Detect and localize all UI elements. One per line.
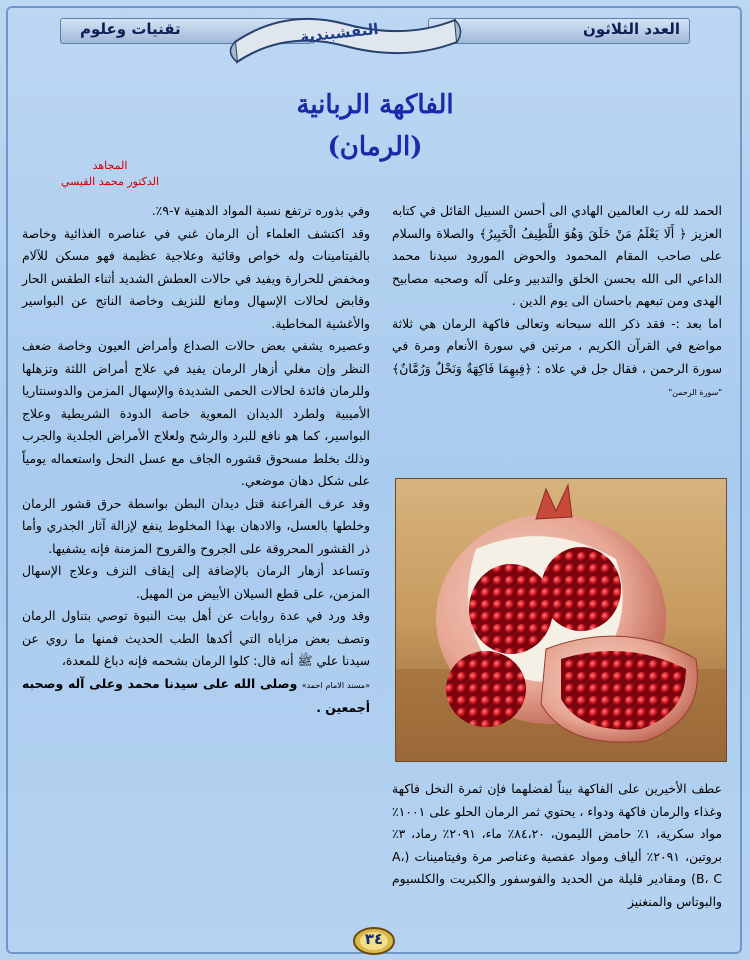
page-number: ٣٤: [364, 930, 384, 948]
article-subtitle: (الرمان): [327, 132, 423, 162]
paragraph-5: وتساعد أزهار الرمان بالإضافة إلى إيقاف النزف وعلاج الإسهال المزمن، على قطع السيلان الأبيض من المهبل.: [22, 563, 370, 601]
magazine-name: النقشبندية: [299, 19, 380, 47]
paragraph-2: وقد اكتشف العلماء أن الرمان غني في عناصره الغذائية وخاصة بالفيتامينات وله خواص وقائية وعلاجية عظيمة فهو مسكن للآلام ومخفض للحرارة ويفيد في حالات العطش الشديد أثناء الطقس الحار وقابض لحالات الإسهال ومانع للنزيف وخاصة الناتج عن البواسير والأغشية المخاطية.: [22, 225, 370, 331]
article-title: الفاكهة الربانية: [296, 90, 454, 120]
right-column-top: [392, 200, 722, 405]
section-label: تقنيات وعلوم: [80, 20, 181, 38]
paragraph-3: وعصيره يشفي بعض حالات الصداع وأمراض العيون وخاصة ضعف النظر وإن مغلي أزهار الرمان يفيد في علاج أمراض اللثة وتزهلها وللرمان فائدة لحالات الحمى الشديدة والإسهال المزمن والدوسنتاريا الأميبية ولطرد الديدان المعوية خاصة الدودة الشريطية وعلاج البواسير، كما هو نافع للبرد والرشح ولعلاج الأمراض الجلدية والجرب وذلك بخلط مسحوق قشوره الجاف مع عسل النحل واستعماله يومياً على شكل دهان موضعي.: [22, 338, 370, 488]
author-prefix: المجاهد: [92, 159, 128, 172]
paragraph-1: وفي بذوره ترتفع نسبة المواد الدهنية ٧-٩٪.: [151, 203, 370, 218]
paragraph-4: وقد عرف الفراعنة قتل ديدان البطن بواسطة حرق قشور الرمان وخلطها بالعسل، والادهان بهذا المخلوط ينفع لإزالة آثار الجدري وأما ذر القشور المحروقة على الجروح والقروح المزمنة فإنه يشفيها.: [22, 495, 370, 556]
closing-paragraph: [22, 673, 370, 720]
quran-paragraph: اما بعد :- فقد ذكر الله سبحانه وتعالى فاكهة الرمان هي ثلاثة مواضع في القرآن الكريم ، مرتين في سورة الأنعام ومرة في سورة الرحمن ، فقال جل في علاه : ﴿فِيهِمَا فَاكِهَةٌ وَنَخْلٌ وَرُمَّانٌ﴾ "سورة الرحمن": [392, 315, 722, 397]
composition-paragraph: عطف الأخيرين على الفاكهة بيناً لفضلهما فإن ثمرة النخل فاكهة وغذاء والرمان فاكهة ودواء ، يحتوي ثمر الرمان الحلو على ١٠٠١٪ مواد سكرية، ١٪ حامض الليمون، ٨٤،٢٠٪ ماء، ٢٠٩١٪ رماد، ٣٪ بروتين، ٢٠٩١٪ ألياف ومواد عفصية وعناصر مرة وفيتامينات (A، B، C) ومقادير قليلة من الحديد والفوسفور والكبريت والكلسيوم والبوتاس والمنغنيز: [392, 781, 722, 909]
closing-text: وصلى الله على سيدنا محمد وعلى آله وصحبه أجمعين .: [22, 675, 370, 715]
pomegranate-photo: [395, 478, 727, 762]
quran-reference: "سورة الرحمن": [668, 388, 722, 397]
author-name: الدكتور محمد القيسي: [60, 175, 160, 188]
hadith-reference: «مسند الامام احمد»: [301, 680, 370, 690]
right-column-bottom: [392, 778, 722, 913]
left-column: [22, 200, 370, 720]
issue-label: العدد الثلاثون: [583, 20, 680, 38]
author-block: [35, 158, 185, 190]
intro-paragraph: الحمد لله رب العالمين الهادي الى أحسن السبيل القائل في كتابه العزيز ﴿ أَلَا يَعْلَمُ مَنْ خَلَقَ وَهُوَ اللَّطِيفُ الْخَبِيرُ﴾ والصلاة والسلام على صاحب المقام المحمود والحوض المورود سيدنا محمد الداعي الى الله بحسن الخلق والتدبير وعلى آله وصحبه مصابيح الهدى ومن تبعهم باحسان الى يوم الدين .: [392, 203, 722, 308]
paragraph-6: وقد ورد في عدة روايات عن أهل بيت النبوة توصي بتناول الرمان وتصف بعض مزاياه التي أكدها الطب الحديث فمنها ما روي عن سيدنا علي ﷺ أنه قال: كلوا الرمان بشحمه فإنه دباغ للمعدة،: [22, 608, 370, 668]
